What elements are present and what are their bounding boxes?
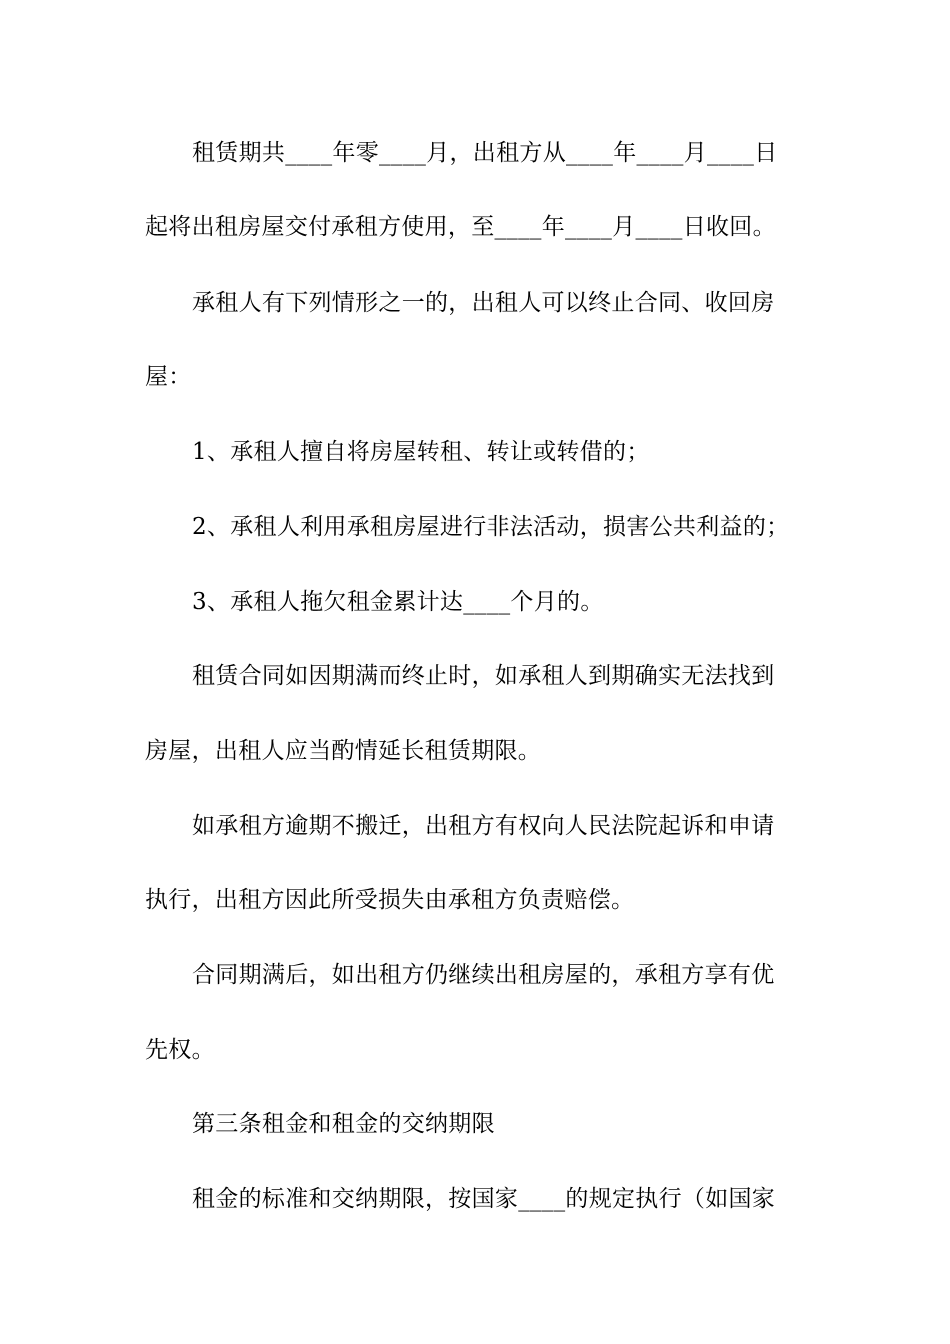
paragraph-line: 承租人有下列情形之一的，出租人可以终止合同、收回房 xyxy=(192,290,775,316)
paragraph-line: 先权。 xyxy=(145,1037,215,1063)
paragraph-line: 屋： xyxy=(145,364,192,390)
list-item: 1、承租人擅自将房屋转租、转让或转借的； xyxy=(192,439,650,465)
paragraph-line: 租赁期共____年零____月，出租方从____年____月____日 xyxy=(192,140,778,166)
paragraph-line: 房屋，出租人应当酌情延长租赁期限。 xyxy=(145,738,542,764)
list-item: 2、承租人利用承租房屋进行非法活动，损害公共利益的； xyxy=(192,514,790,540)
paragraph-line: 租赁合同如因期满而终止时，如承租人到期确实无法找到 xyxy=(192,663,775,689)
paragraph-line: 起将出租房屋交付承租方使用，至____年____月____日收回。 xyxy=(145,214,776,240)
paragraph-line: 执行，出租方因此所受损失由承租方负责赔偿。 xyxy=(145,887,635,913)
section-heading: 第三条租金和租金的交纳期限 xyxy=(192,1111,495,1137)
paragraph-line: 合同期满后，如出租方仍继续出租房屋的，承租方享有优 xyxy=(192,962,775,988)
paragraph-line: 如承租方逾期不搬迁，出租方有权向人民法院起诉和申请 xyxy=(192,813,775,839)
paragraph-line: 租金的标准和交纳期限，按国家____的规定执行（如国家 xyxy=(192,1186,776,1212)
list-item: 3、承租人拖欠租金累计达____个月的。 xyxy=(192,589,604,615)
